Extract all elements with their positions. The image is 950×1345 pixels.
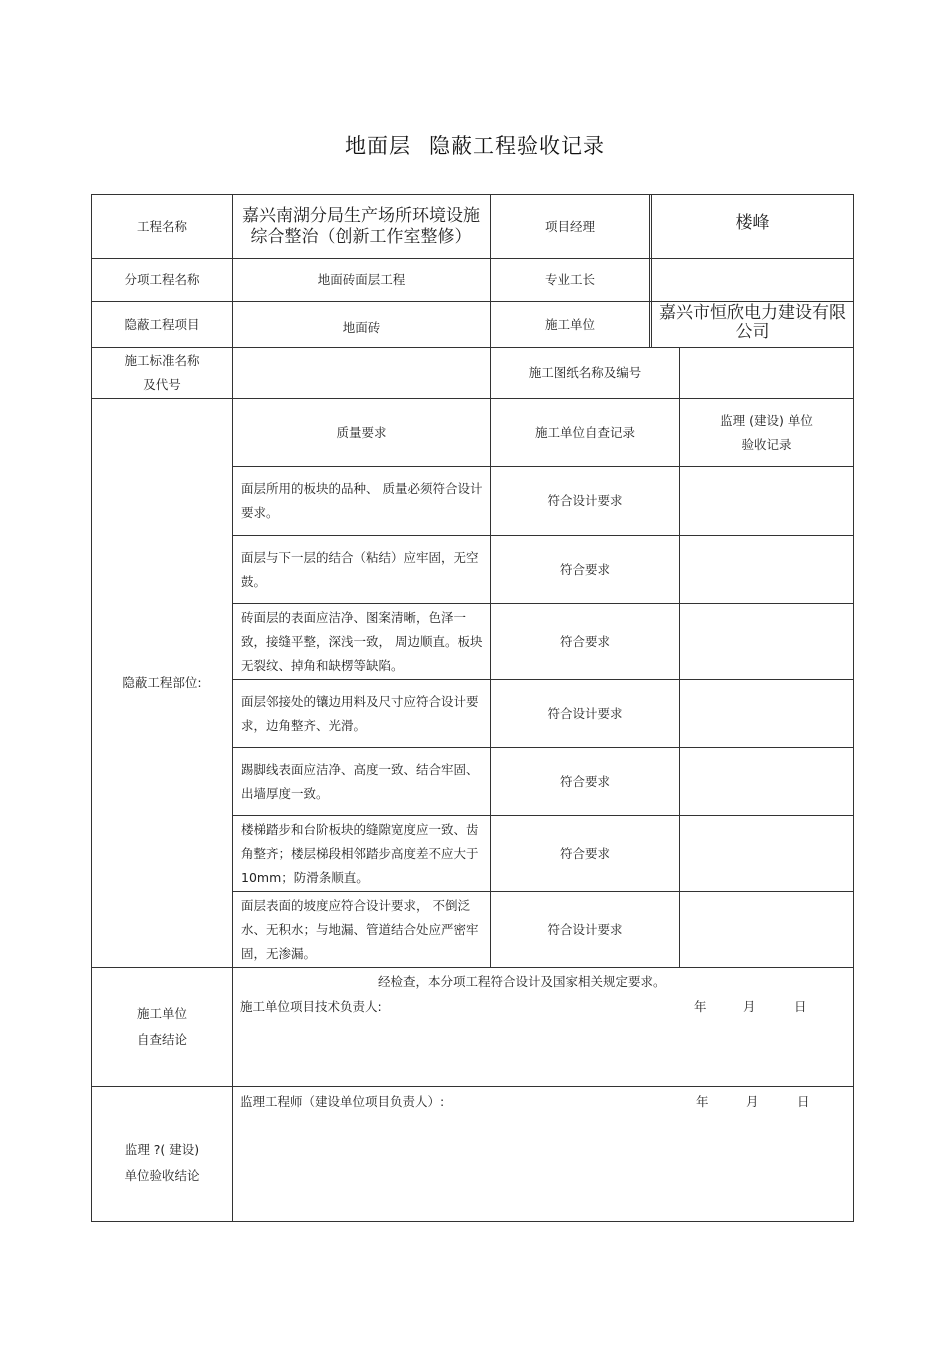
label-project-name: 工程名称 [136,218,187,234]
header-quality-requirement: 质量要求 [336,424,387,440]
label-sup-conclusion [92,1087,232,1221]
value-project-name: 嘉兴南湖分局生产场所环境设施综合整治（创新工作室整修） [242,205,480,247]
page-title [0,130,950,160]
label-sup-conclusion-line1: 监理 ?( 建设) [124,1142,200,1157]
requirement-2: 面层与下一层的结合（粘结）应牢固，无空鼓。 [241,549,479,589]
sup-conclusion-signer: 监理工程师（建设单位项目负责人）: [240,1094,445,1109]
label-foreman: 专业工长 [544,272,595,287]
supervision-3 [680,604,853,679]
supervision-1 [680,467,853,535]
requirement-3: 砖面层的表面应洁净、图案清晰，色泽一致，接缝平整，深浅一致， 周边顺直。板块无裂纹、掉角和缺楞等缺陷。 [241,609,483,673]
label-self-conclusion-line2: 自查结论 [136,1032,187,1047]
value-foreman [652,259,853,301]
header-supervision-line1: 监理 (建设) 单位 [720,412,813,428]
header-supervision [680,399,853,466]
requirement-4: 面层邻接处的镶边用料及尺寸应符合设计要求，边角整齐、光滑。 [241,693,479,733]
self-conclusion-signer: 施工单位项目技术负责人: [240,999,382,1014]
value-project-manager: 楼峰 [735,212,770,233]
sup-conclusion-month: 月 [746,1094,759,1109]
label-hidden-part: 隐蔽工程部位: [122,675,202,690]
supervision-2 [680,536,853,603]
value-sub-project-name: 地面砖面层工程 [317,272,406,287]
self-conclusion-year: 年 [694,999,707,1014]
value-drawing-name [680,348,853,398]
self-check-5: 符合要求 [559,773,610,789]
self-check-4: 符合设计要求 [547,705,623,721]
label-standard-name [92,348,232,398]
self-check-7: 符合设计要求 [547,921,623,937]
supervision-6 [680,816,853,891]
self-check-2: 符合要求 [559,561,610,577]
sup-conclusion-day: 日 [797,1094,810,1109]
value-construction-unit: 嘉兴市恒欣电力建设有限公司 [659,302,846,342]
label-standard-name-line2: 及代号 [143,377,181,392]
label-self-conclusion [92,968,232,1086]
label-sub-project-name: 分项工程名称 [124,272,200,287]
label-construction-unit: 施工单位 [544,316,595,332]
requirement-6: 楼梯踏步和台阶板块的缝隙宽度应一致、齿角整齐；楼层梯段相邻踏步高度差不应大于 10mm；防滑条顺直。 [241,821,479,885]
self-check-6: 符合要求 [559,845,610,861]
label-standard-name-line1: 施工标准名称 [124,353,200,368]
requirement-5: 踢脚线表面应洁净、高度一致、结合牢固、出墙厚度一致。 [241,761,479,801]
requirement-1: 面层所用的板块的品种、 质量必须符合设计要求。 [241,481,483,520]
self-conclusion-day: 日 [794,999,807,1014]
value-standard-name [233,348,490,398]
requirement-7: 面层表面的坡度应符合设计要求， 不倒泛水、无积水；与地漏、管道结合处应严密牢固，无渗漏。 [241,897,479,961]
label-hidden-item: 隐蔽工程项目 [124,316,200,332]
header-supervision-line2: 验收记录 [741,436,792,452]
title-part2: 隐蔽工程验收记录 [429,134,605,158]
label-self-conclusion-line1: 施工单位 [136,1006,187,1021]
supervision-7 [680,892,853,967]
self-check-1: 符合设计要求 [547,493,623,508]
header-self-check: 施工单位自查记录 [534,424,635,440]
label-drawing-name: 施工图纸名称及编号 [528,365,642,380]
supervision-4 [680,680,853,747]
self-conclusion-month: 月 [743,999,756,1014]
label-sup-conclusion-line2: 单位验收结论 [124,1168,200,1183]
supervision-5 [680,748,853,815]
self-check-3: 符合要求 [559,633,610,649]
self-conclusion-text: 经检查，本分项工程符合设计及国家相关规定要求。 [378,974,666,989]
label-project-manager: 项目经理 [544,218,595,234]
value-hidden-item: 地面砖 [342,319,381,335]
title-part1: 地面层 [345,134,411,158]
sup-conclusion-year: 年 [696,1094,709,1109]
